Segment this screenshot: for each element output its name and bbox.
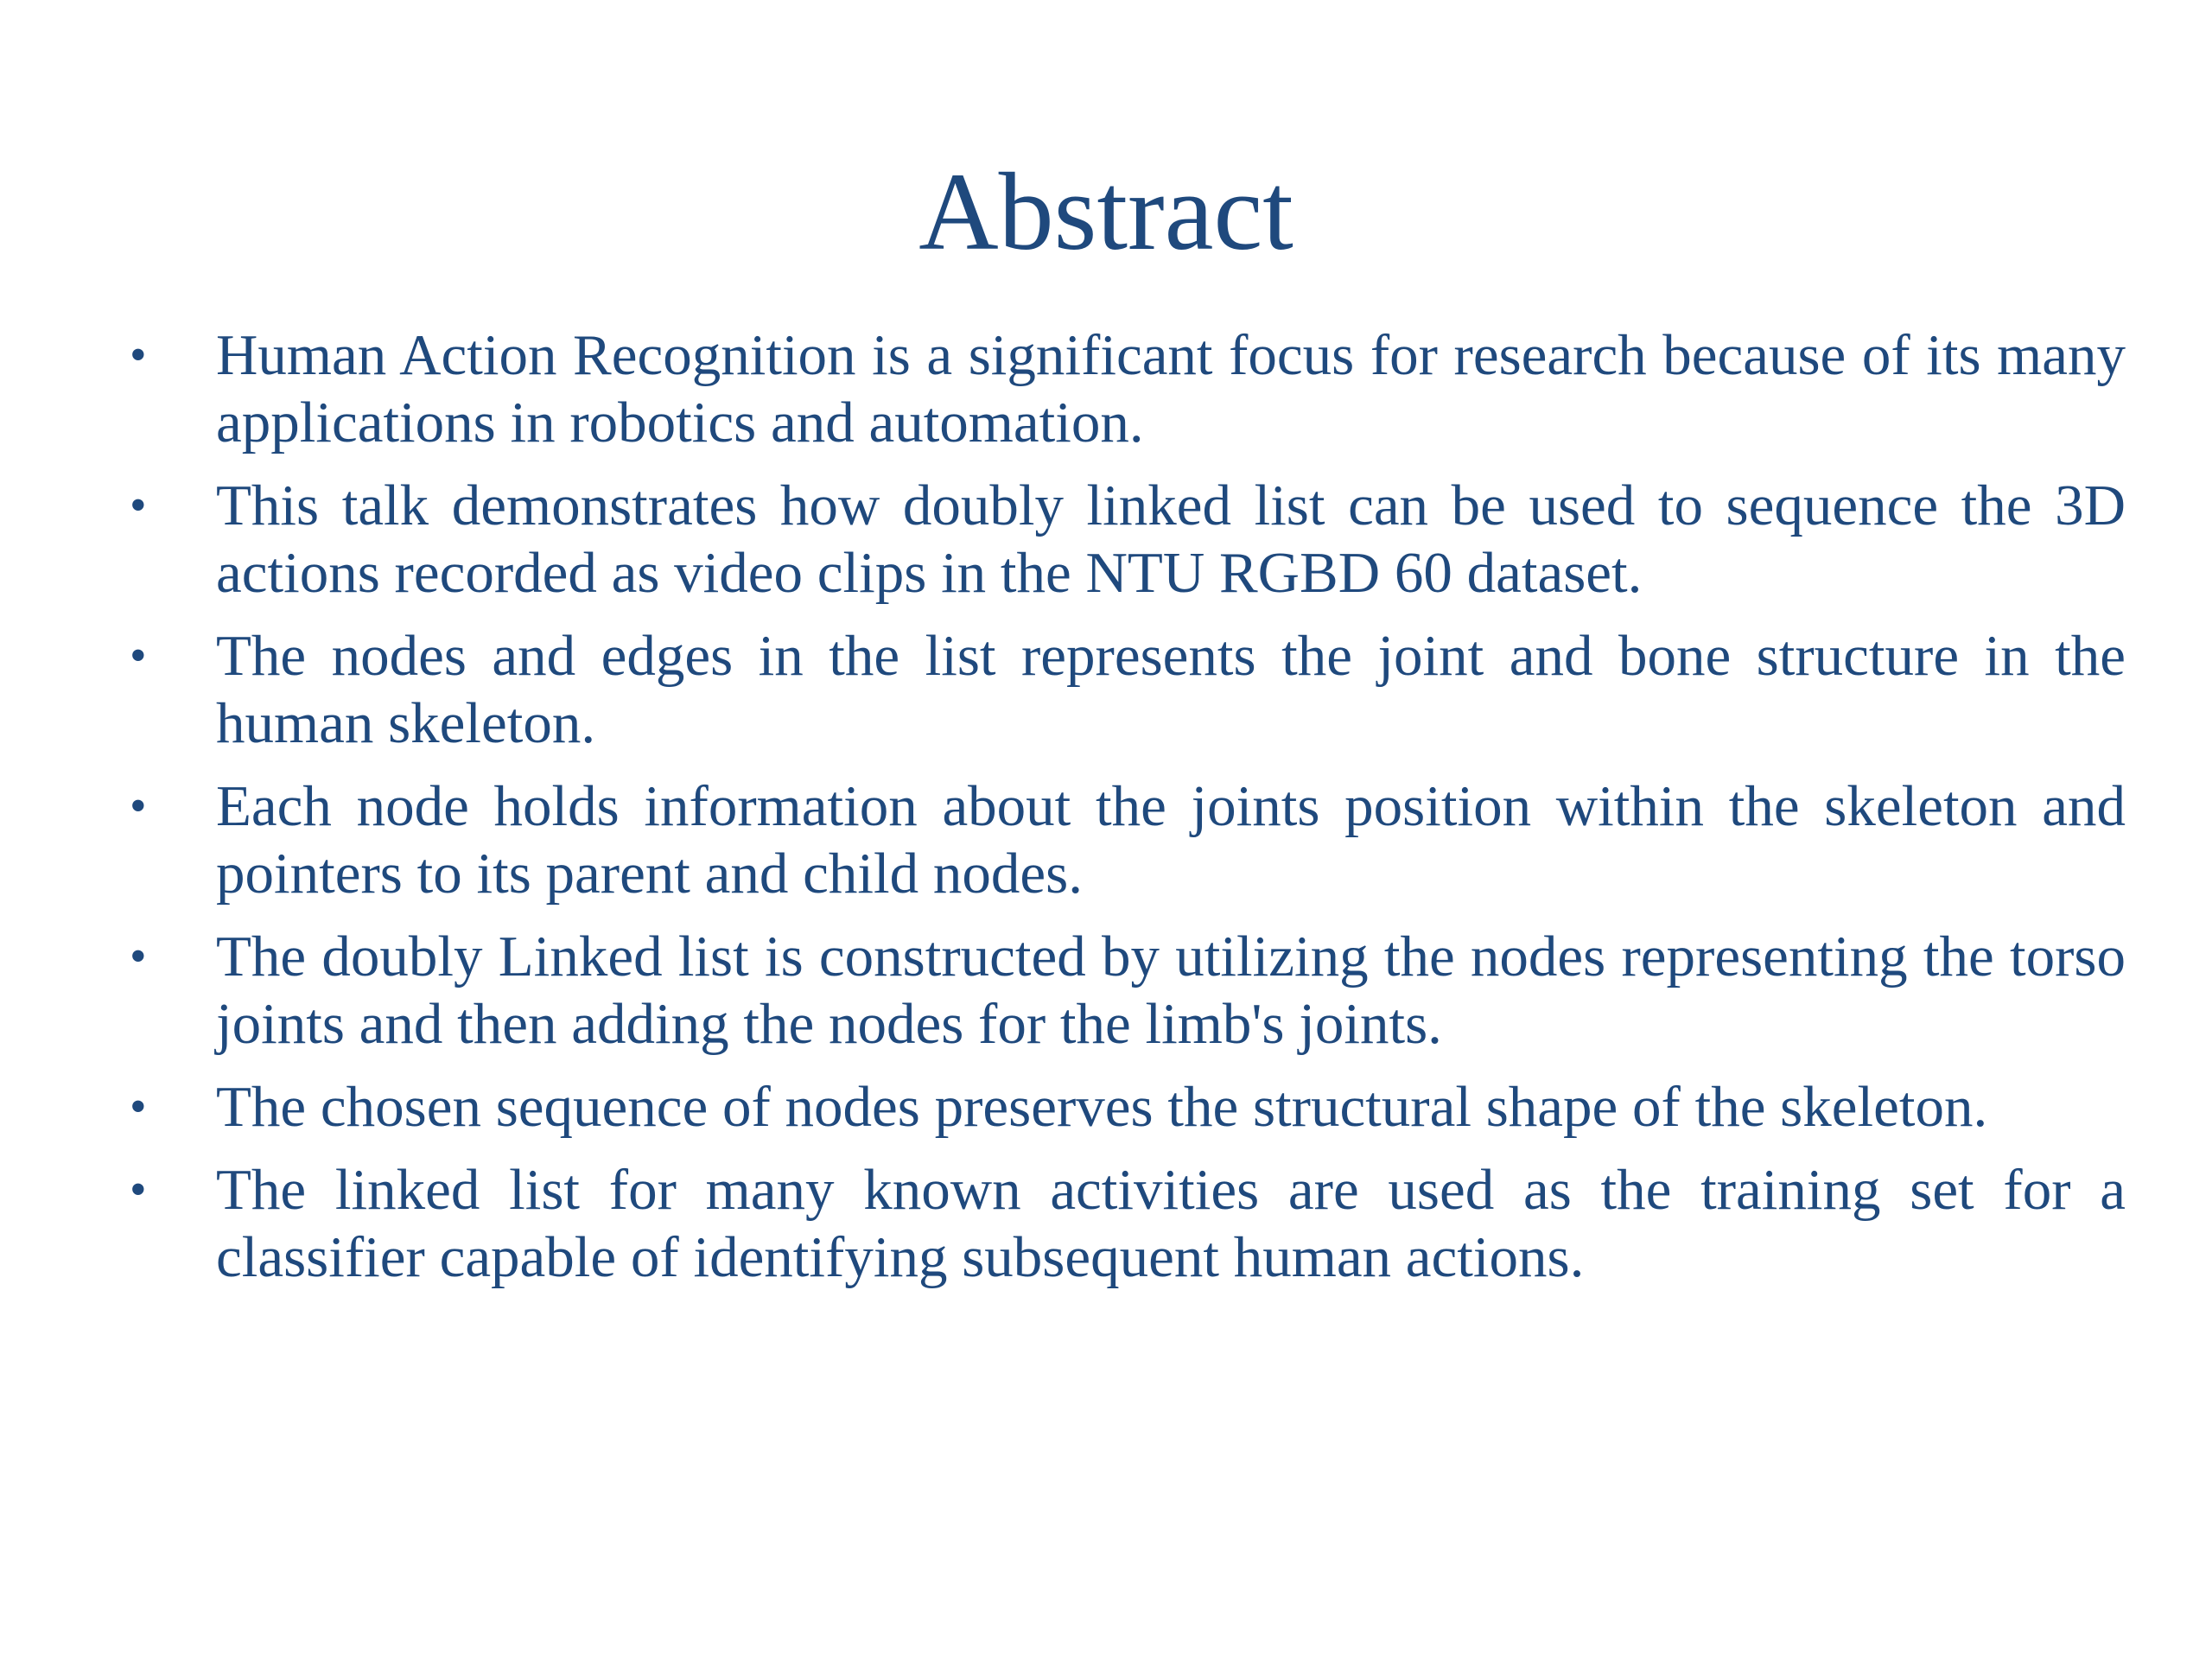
bullet-text: The doubly Linked list is constructed by utilizing the nodes representing the torso joints and then adding the nodes for the limb's joints. [216,925,2126,1056]
bullet-list [130,321,2126,1306]
slide-title: Abstract [918,150,1294,273]
bullet-item-5 [130,923,2126,1058]
bullet-text: Each node holds information about the joints position within the skeleton and pointers to its parent and child nodes. [216,774,2126,906]
bullet-item-3 [130,622,2126,757]
bullet-item-6 [130,1073,2126,1141]
bullet-item-2 [130,472,2126,607]
bullet-dot: • [130,779,147,833]
bullet-text: The linked list for many known activities are used as the training set for a classifier capable of identifying subsequent human actions. [216,1158,2126,1289]
bullet-dot: • [130,1163,147,1217]
bullet-item-1 [130,321,2126,456]
bullet-dot: • [130,328,147,382]
bullet-text: The nodes and edges in the list represents the joint and bone structure in the human skeleton. [216,624,2126,755]
bullet-text: Human Action Recognition is a significant focus for research because of its many applications in robotics and automation. [216,323,2126,454]
bullet-item-4 [130,772,2126,907]
bullet-dot: • [130,629,147,683]
bullet-item-7 [130,1156,2126,1291]
bullet-dot: • [130,930,147,983]
bullet-dot: • [130,479,147,532]
bullet-text: The chosen sequence of nodes preserves the structural shape of the skeleton. [216,1075,1988,1139]
bullet-dot: • [130,1080,147,1134]
bullet-text: This talk demonstrates how doubly linked list can be used to sequence the 3D actions recorded as video clips in the NTU RGBD 60 dataset. [216,474,2126,605]
